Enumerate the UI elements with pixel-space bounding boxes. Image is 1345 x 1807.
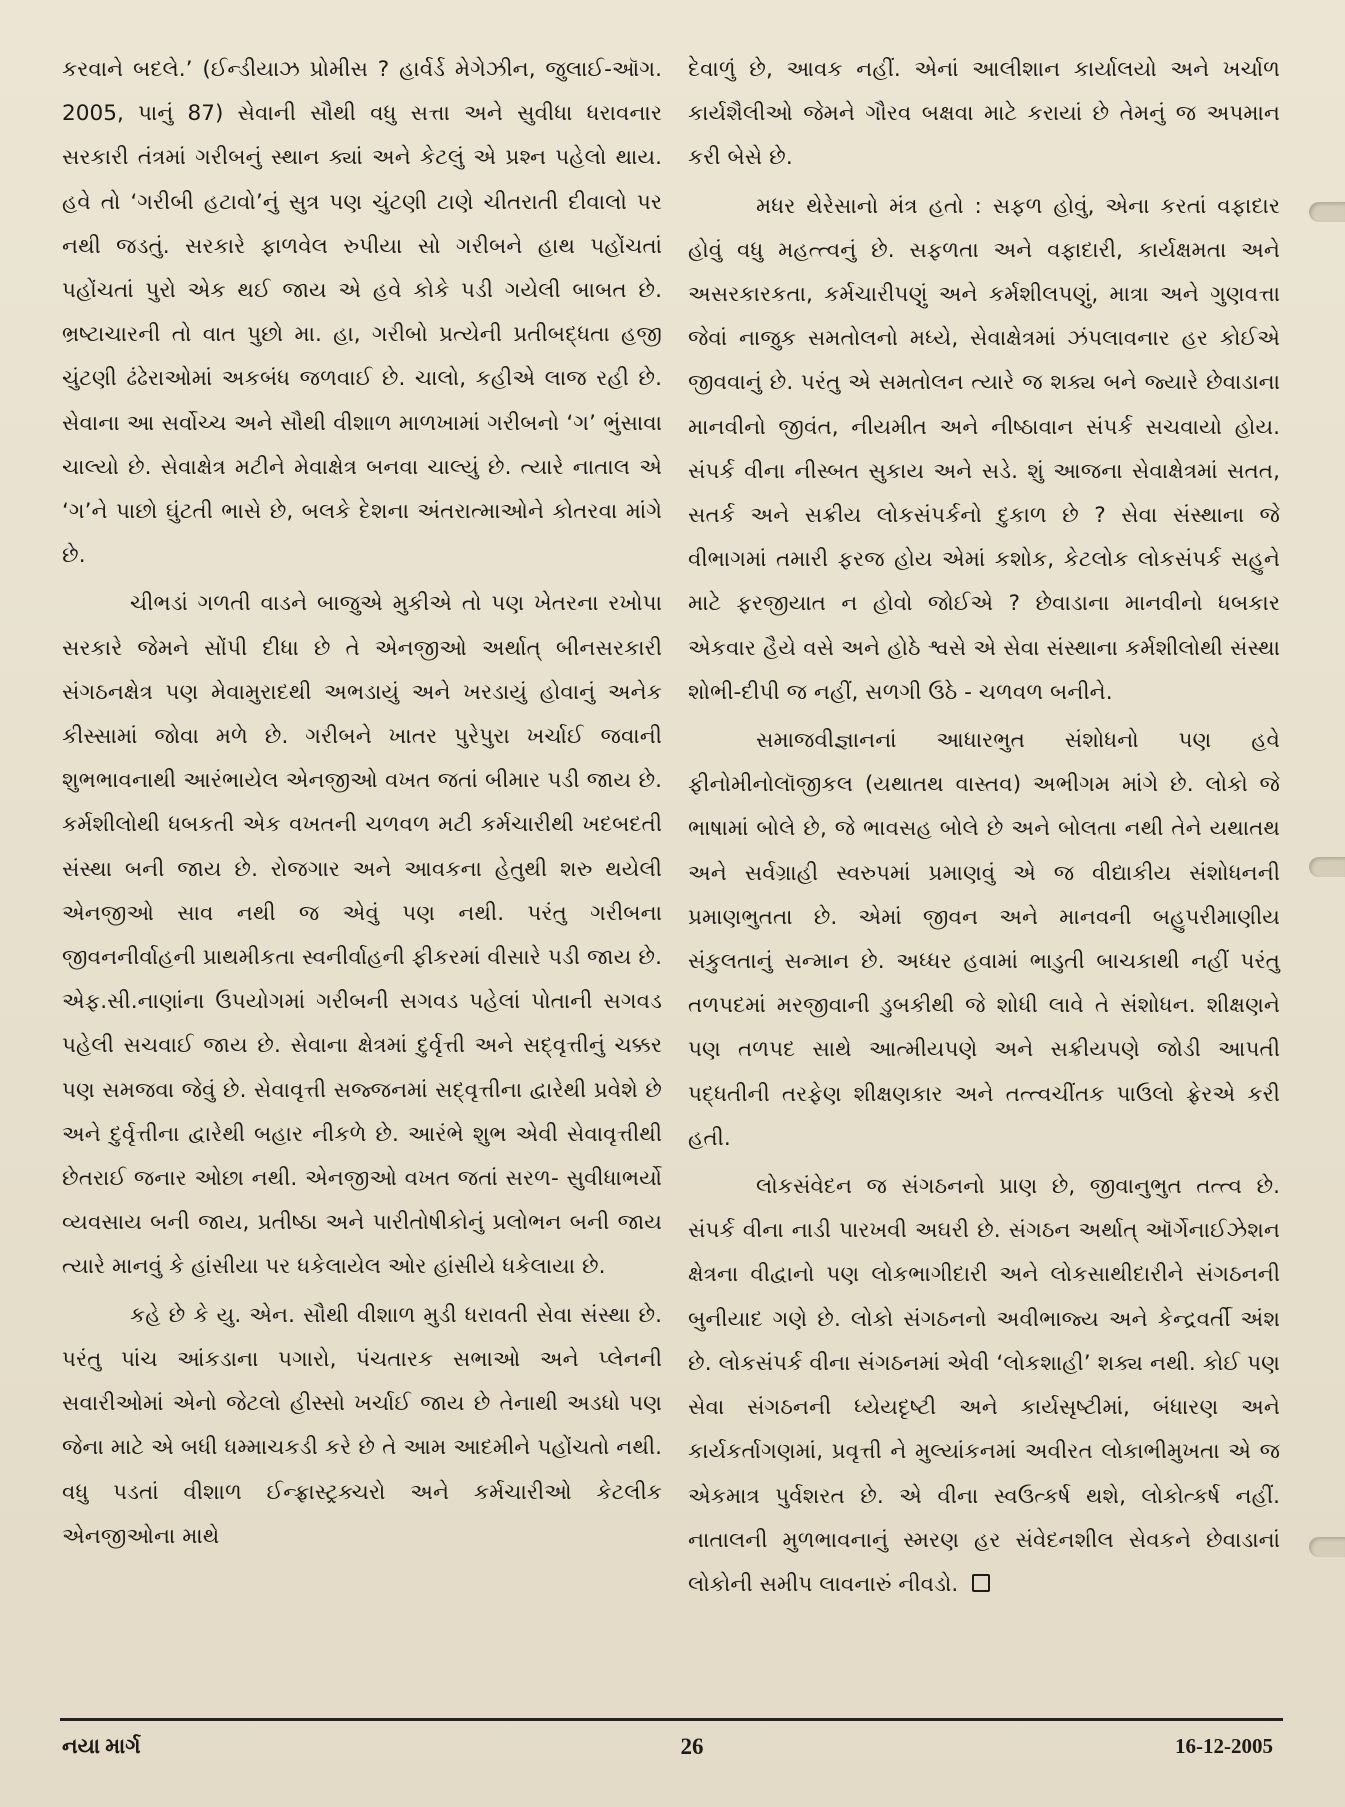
publication-name: નયા માર્ગ [62,1734,141,1758]
left-column [62,48,662,1559]
page-number: 26 [680,1734,704,1759]
punch-hole-mark [1309,1537,1345,1557]
paragraph: ચીભડાં ગળતી વાડને બાજુએ મુકીએ તો પણ ખેતરના રખોપા સરકારે જેમને સોંપી દીધા છે તે એનજીઓ અર્થાત્ બીનસરકારી સંગઠનક્ષેત્ર પણ મેવામુરાદથી અભડાયું અને ખરડાયું હોવાનું અનેક કીસ્સામાં જોવા મળે છે. ગરીબને ખાતર પુરેપુરા ખર્ચાઈ જવાની શુભભાવનાથી આરંભાયેલ એનજીઓ વખત જતાં બીમાર પડી જાય છે. કર્મશીલોથી ધબકતી એક વખતની ચળવળ મટી કર્મચારીથી ખદબદતી સંસ્થા બની જાય છે. રોજગાર અને આવકના હેતુથી શરુ થયેલી એનજીઓ સાવ નથી જ એવું પણ નથી. પરંતુ ગરીબના જીવનનીર્વાહની પ્રાથમીકતા સ્વનીર્વાહની ફીકરમાં વીસારે પડી જાય છે. એફ.સી.નાણાંના ઉપયોગમાં ગરીબની સગવડ પહેલાં પોતાની સગવડ પહેલી સચવાઈ જાય છે. સેવાના ક્ષેત્રમાં દુર્વૃત્તી અને સદ્‌વૃત્તીનું ચક્કર પણ સમજવા જેવું છે. સેવાવૃત્તી સજ્જનમાં સદ્‌વૃત્તીના દ્વારેથી પ્રવેશે છે અને દુર્વૃત્તીના દ્વારેથી બહાર નીકળે છે. આરંભે શુભ એવી સેવાવૃત્તીથી છેતરાઈ જનાર ઓછા નથી. એનજીઓ વખત જતાં સરળ- સુવીધાભર્યો વ્યવસાય બની જાય, પ્રતીષ્ઠા અને પારીતોષીકોનું પ્રલોભન બની જાય ત્યારે માનવું કે હાંસીયા પર ધકેલાયેલ ઓર હાંસીયે ધકેલાયા છે. [62,591,662,1280]
footer-divider [60,1718,1283,1721]
paragraph: સમાજવીજ્ઞાનનાં આધારભુત સંશોધનો પણ હવે ફીનોમીનોલૉજીકલ (યથાતથ વાસ્તવ) અભીગમ માંગે છે. લોકો જે ભાષામાં બોલે છે, જે ભાવસહ બોલે છે અને બોલતા નથી તેને યથાતથ અને સર્વગ્રાહી સ્વરુપમાં પ્રમાણવું એ જ વીદ્યાકીય સંશોધનની પ્રમાણભુતતા છે. એમાં જીવન અને માનવની બહુપરીમાણીય સંકુલતાનું સન્માન છે. અધ્ધર હવામાં ભાડુતી બાચકાથી નહીં પરંતુ તળપદમાં મરજીવાની ડુબકીથી જે શોધી લાવે તે સંશોધન. શીક્ષણને પણ તળપદ સાથે આત્મીયપણે અને સક્રીયપણે જોડી આપતી પદ્ધતીની તરફેણ શીક્ષણકાર અને તત્ત્વચીંતક પાઉલો ફ્રેરએ કરી હતી. [688,728,1280,1151]
paragraph: કહે છે કે યુ. એન. સૌથી વીશાળ મુડી ધરાવતી સેવા સંસ્થા છે. પરંતુ પાંચ આંકડાના પગારો, પંચતારક સભાઓ અને પ્લેનની સવારીઓમાં એનો જેટલો હીસ્સો ખર્ચાઈ જાય છે તેનાથી અડધો પણ જેના માટે એ બધી ધમ્માચકડી કરે છે તે આમ આદમીને પહોંચતો નથી. વધુ પડતાં વીશાળ ઈન્ફ્રાસ્ટ્રક્ચરો અને કર્મચારીઓ કેટલીક એનજીઓના માથે [62,1302,662,1549]
right-column [688,48,1280,1607]
punch-hole-mark [1309,857,1345,877]
punch-hole-mark [1309,202,1345,222]
paragraph-last [688,1165,1280,1607]
paragraph: મધર થેરેસાનો મંત્ર હતો : સફળ હોવું, એના કરતાં વફાદાર હોવું વધુ મહત્ત્વનું છે. સફળતા અને વફાદારી, કાર્યક્ષમતા અને અસરકારકતા, કર્મચારીપણું અને કર્મશીલપણું, માત્રા અને ગુણવત્તા જેવાં નાજુક સમતોલનો મધ્યે, સેવાક્ષેત્રમાં ઝંપલાવનાર હર કોઈએ જીવવાનું છે. પરંતુ એ સમતોલન ત્યારે જ શક્ય બને જ્યારે છેવાડાના માનવીનો જીવંત, નીયમીત અને નીષ્ઠાવાન સંપર્ક સચવાયો હોય. સંપર્ક વીના નીસ્બત સુકાય અને સડે. શું આજના સેવાક્ષેત્રમાં સતત, સતર્ક અને સક્રીય લોકસંપર્કનો દુકાળ છે ? સેવા સંસ્થાના જે વીભાગમાં તમારી ફરજ હોય એમાં કશોક, કેટલોક લોકસંપર્ક સહુને માટે ફરજીયાત ન હોવો જોઈએ ? છેવાડાના માનવીનો ધબકાર એકવાર હૈયે વસે અને હોઠે શ્વસે એ સેવા સંસ્થાના કર્મશીલોથી સંસ્થા શોભી-દીપી જ નહીં, સળગી ઉઠે - ચળવળ બનીને. [688,193,1280,705]
paragraph: કરવાને બદલે.’ (ઈન્ડીયાઝ પ્રોમીસ ? હાર્વર્ડ મેગેઝીન, જુલાઈ-ઑગ. 2005, પાનું 87) સેવાની સૌથી વધુ સત્તા અને સુવીધા ધરાવનાર સરકારી તંત્રમાં ગરીબનું સ્થાન ક્યાં અને કેટલું એ પ્રશ્ન પહેલો થાય. હવે તો ‘ગરીબી હટાવો’નું સુત્ર પણ ચુંટણી ટાણે ચીતરાતી દીવાલો પર નથી જડતું. સરકારે ફાળવેલ રુપીયા સો ગરીબને હાથ પહોંચતાં પહોંચતાં પુરો એક થઈ જાય એ હવે કોકે પડી ગયેલી બાબત છે. ભ્રષ્ટાચારની તો વાત પુછો મા. હા, ગરીબો પ્રત્યેની પ્રતીબદ્ધતા હજી ચુંટણી ઢંઢેરાઓમાં અકબંધ જળવાઈ છે. ચાલો, કહીએ લાજ રહી છે. સેવાના આ સર્વોચ્ચ અને સૌથી વીશાળ માળખામાં ગરીબનો ‘ગ’ ભુંસાવા ચાલ્યો છે. સેવાક્ષેત્ર મટીને મેવાક્ષેત્ર બનવા ચાલ્યું છે. ત્યારે નાતાલ એ ‘ગ’ને પાછો ઘુંટતી ભાસે છે, બલકે દેશના અંતરાત્માઓને કોતરવા માંગે છે. [62,57,662,569]
paragraph-text: લોકસંવેદન જ સંગઠનનો પ્રાણ છે, જીવાનુભુત તત્ત્વ છે. સંપર્ક વીના નાડી પારખવી અઘરી છે. સંગઠન અર્થાત્ ઑર્ગેનાઈઝેશન ક્ષેત્રના વીદ્વાનો પણ લોકભાગીદારી અને લોકસાથીદારીને સંગઠનની બુનીયાદ ગણે છે. લોકો સંગઠનનો અવીભાજ્ય અને કેન્દ્રવર્તી અંશ છે. લોકસંપર્ક વીના સંગઠનમાં એવી ‘લોકશાહી’ શક્ય નથી. કોઈ પણ સેવા સંગઠનની ધ્યેયદૃષ્ટી અને કાર્યસૃષ્ટીમાં, બંધારણ અને કાર્યકર્તાગણમાં, પ્રવૃત્તી ને મુલ્યાંકનમાં અવીરત લોકાભીમુખતા એ જ એકમાત્ર પુર્વશરત છે. એ વીના સ્વઉત્કર્ષ થશે, લોકોત્કર્ષ નહીં. નાતાલની મુળભાવનાનું સ્મરણ હર સંવેદનશીલ સેવકને છેવાડાનાં લોકોની સમીપ લાવનારું નીવડો. [688,1174,1280,1597]
issue-date: 16-12-2005 [1175,1734,1273,1758]
paragraph: દેવાળું છે, આવક નહીં. એનાં આલીશાન કાર્યાલયો અને ખર્ચાળ કાર્યશૈલીઓ જેમને ગૌરવ બક્ષવા માટે કરાયાં છે તેમનું જ અપમાન કરી બેસે છે. [688,57,1280,171]
end-of-article-icon [972,1574,990,1592]
